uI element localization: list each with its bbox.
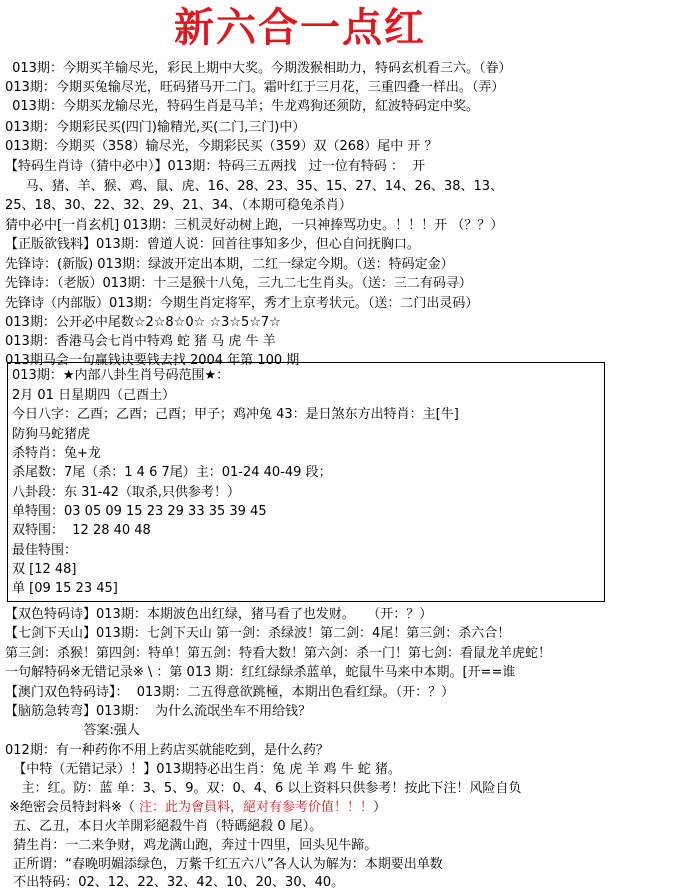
text-line: 【澳门双色特码诗】： 013期：二五得意欲跳極，本期出色看红绿。（开：？） — [5, 685, 455, 700]
text-line: 不出特码：02、12、22、32、42、10、20、30、40。 — [5, 875, 345, 890]
text-line: 012期：有一种药你不用上药店买就能吃到，是什么药？ — [5, 743, 329, 758]
text-line: 013期：今期买兔输尽光，旺码猪马开二门。霜叶红于三月花，三重四叠一样出。（弄） — [5, 80, 505, 95]
text-line: 猜生肖：一二来争财，鸡龙满山跑，奔过十四里，回头见牛蹄。 — [5, 838, 378, 853]
text-line: 013期：今期彩民买(四门)输精光,买(二门,三门)中） — [5, 120, 306, 135]
text-line: 单特围：03 05 09 15 23 29 33 35 39 45 — [12, 504, 267, 519]
text-line: 主：红。防：蓝 单：3、5、9。双：0、4、6 以上资料只供参考！按此下注！风险自负 — [5, 781, 522, 796]
text-line: 013期马会一句赢钱诀要钱去找 2004 年第 100 期 — [5, 353, 300, 368]
text-line: 013期：今期买龙输尽光，特码生肖是马羊；牛龙鸡狗还须防，紅波特码定中奖。 — [8, 99, 479, 114]
text-line: 2月 01 日星期四（己酉土） — [12, 388, 176, 403]
text-line: 第三剑：杀猴！第四剑：特单！第五剑：特看大数！第六剑：杀一门！第七剑：看鼠龙羊虎蛇！ — [5, 646, 552, 661]
text-line: 杀特肖：兔+龙 — [12, 446, 101, 461]
warning-line — [5, 799, 386, 817]
text-line: 013期：今期买羊输尽光，彩民上期中大奖。今期泼猴相助力，特码玄机看三六。（眷） — [8, 61, 512, 76]
text-line: 013期：今期买（358）输尽光，今期彩民买（359）双（268）尾中 开 ？ — [5, 139, 438, 154]
text-line: 八卦段：东 31-42（取杀,只供参考！） — [12, 485, 241, 500]
text-line: 杀尾数：7尾（杀：1 4 6 7尾）主：01-24 40-49 段； — [12, 465, 332, 480]
text-line: 猜中必中[一肖玄机] 013期：三机灵好动树上跑，一只神捧骂功史。！！！开 （？？） — [5, 218, 504, 233]
page-title: 新六合一点红 — [174, 4, 426, 51]
text-line: 先锋诗（内部版）013期：今期生肖定将军，秀才上京考状元。（送：二门出灵码） — [5, 296, 479, 311]
text-line: 【七剑下天山】013期：七剑下天山 第一剑：杀绿波！第二剑：4尾！第三剑：杀六合！ — [5, 626, 511, 641]
text-line: 答案:强人 — [5, 723, 140, 738]
warning-prefix: ※绝密会员特封料※（ — [5, 800, 135, 815]
warning-note: 注：此为會員料，絕对有参考价值！！！ — [134, 800, 374, 815]
text-line: 【特码生肖诗（猜中必中）】013期：特码三五两找 过一位有特码 ： 开 — [5, 159, 426, 174]
text-line: 单 [09 15 23 45] — [12, 581, 118, 596]
text-line: 最佳特围： — [12, 543, 78, 558]
text-line: 【双色特码诗】013期：本期波色出红绿，猪马看了也发财。 （开：？） — [5, 607, 433, 622]
warning-suffix: ） — [373, 800, 387, 815]
text-line: 【脑筋急转弯】013期： 为什么流氓坐车不用给钱？ — [5, 704, 312, 719]
text-line: 正所谓：“春晚明媚添绿色，万紫千红五六八”各人认为解为：本期要出单数 — [5, 857, 443, 872]
text-line: 一句解特码※无错记录※ \ ：第 013 期：红红绿绿杀蓝单，蛇鼠牛马来中本期。[开==谁 — [5, 665, 516, 680]
text-line: 013期：香港马会七肖中特鸡 蛇 猪 马 虎 牛 羊 — [5, 334, 276, 349]
text-line: 马、猪、羊、猴、鸡、鼠、虎、16、28、23、35、15、27、14、26、38、13、 — [5, 179, 504, 194]
text-line: 五、乙丑，本日火羊開彩絕殺牛肖（特碼絕殺 0 尾）。 — [5, 819, 323, 834]
text-line: 013期：★内部八卦生肖号码范围★： — [12, 368, 230, 383]
text-line: 【中特（无错记录）！】013期特必出生肖：兔 虎 羊 鸡 牛 蛇 猪。 — [5, 762, 401, 777]
text-line: 防狗马蛇猪虎 — [12, 427, 91, 442]
text-line: 25、18、30、22、32、29、21、34、（本期可稳兔杀肖） — [5, 198, 352, 213]
text-line: 今日八字：乙酉；乙酉；己酉；甲子；鸡冲兔 43：是日煞东方出特肖：主[牛] — [12, 407, 459, 422]
text-line: 先锋诗：(新版) 013期：绿波开定出本期，二红一绿定今期。（送：特码定金） — [5, 257, 454, 272]
text-line: 013期：公开必中尾数☆2☆8☆0☆ ☆3☆5☆7☆ — [5, 315, 281, 330]
text-line: 【正版欲钱料】013期：曾道人说：回首往事知多少，但心自问抚胸口。 — [5, 237, 420, 252]
text-line: 双特围： 12 28 40 48 — [12, 523, 151, 538]
text-line: 先锋诗：（老版）013期：十三是猴十八兔，三九二七生肖头。（送：三二有码寻） — [5, 276, 472, 291]
text-line: 双 [12 48] — [12, 562, 77, 577]
